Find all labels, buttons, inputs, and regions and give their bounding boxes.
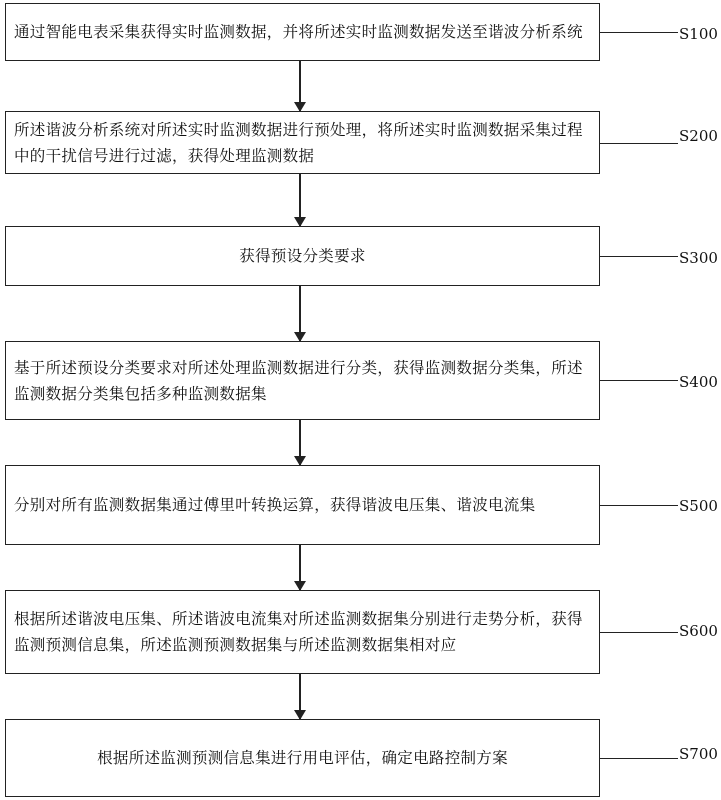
- flow-arrow: [299, 61, 301, 111]
- step-box-s700: [5, 719, 600, 797]
- step-leader-line: [600, 505, 678, 506]
- step-box-s500: [5, 465, 600, 545]
- step-leader-line: [600, 758, 678, 759]
- step-leader-line: [600, 256, 678, 257]
- step-text: 获得预设分类要求: [239, 247, 366, 265]
- step-leader-line: [600, 380, 678, 381]
- step-label-s600: S600: [679, 622, 718, 640]
- step-leader-line: [600, 632, 678, 633]
- flow-arrow: [299, 674, 301, 719]
- step-label-s300: S300: [679, 249, 718, 267]
- flow-arrow: [299, 545, 301, 590]
- step-box-s400: [5, 341, 600, 420]
- step-box-s600: [5, 590, 600, 674]
- step-text: 根据所述监测预测信息集进行用电评估，确定电路控制方案: [97, 749, 508, 767]
- flow-arrow: [299, 286, 301, 341]
- step-text: 分别对所有监测数据集通过傅里叶转换运算，获得谐波电压集、谐波电流集: [14, 496, 536, 514]
- step-label-s700: S700: [679, 745, 718, 763]
- step-label-s400: S400: [679, 373, 718, 391]
- step-label-s500: S500: [679, 497, 718, 515]
- step-box-s100: [5, 3, 600, 61]
- flow-arrow: [299, 420, 301, 465]
- step-label-s100: S100: [679, 25, 718, 43]
- step-leader-line: [600, 32, 678, 33]
- flow-arrow: [299, 174, 301, 226]
- step-box-s200: [5, 111, 600, 174]
- step-text: 基于所述预设分类要求对所述处理监测数据进行分类，获得监测数据分类集，所述监测数据分类集包括多种监测数据集: [14, 358, 583, 403]
- step-label-s200: S200: [679, 127, 718, 145]
- step-text: 所述谐波分析系统对所述实时监测数据进行预处理，将所述实时监测数据采集过程中的干扰信号进行过滤，获得处理监测数据: [14, 120, 583, 165]
- step-text: 根据所述谐波电压集、所述谐波电流集对所述监测数据集分别进行走势分析，获得监测预测信息集，所述监测预测数据集与所述监测数据集相对应: [14, 610, 583, 654]
- step-text: 通过智能电表采集获得实时监测数据，并将所述实时监测数据发送至谐波分析系统: [14, 23, 583, 41]
- step-box-s300: [5, 226, 600, 286]
- step-leader-line: [600, 143, 678, 144]
